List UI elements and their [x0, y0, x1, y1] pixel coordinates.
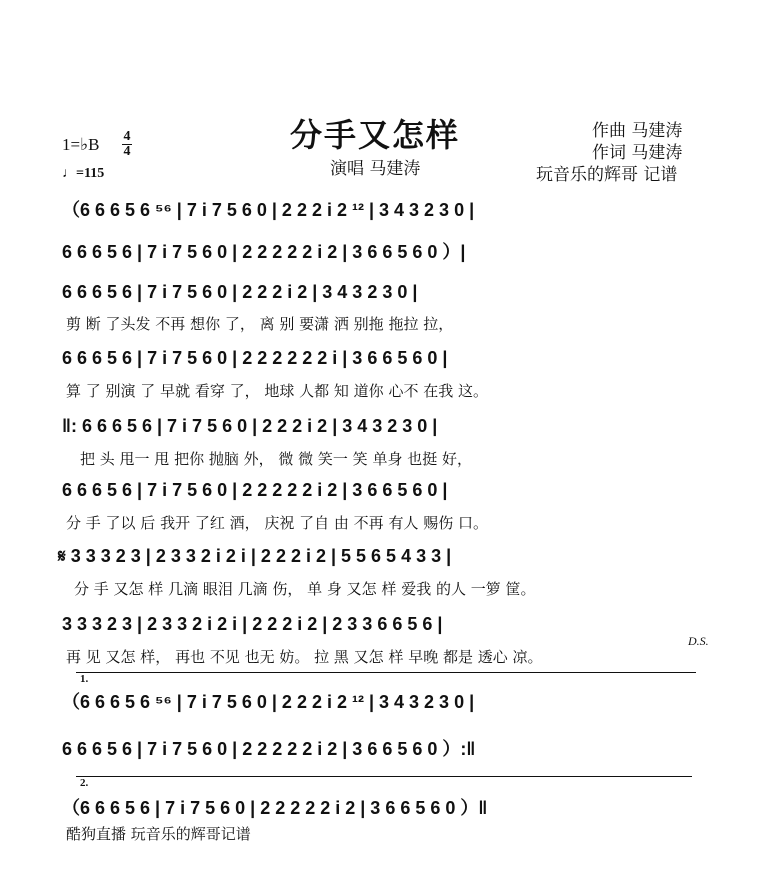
song-title: 分手又怎样	[290, 116, 461, 154]
key-signature: 1=♭B	[62, 135, 100, 154]
lyric-row-6: 分 手 了以 后 我开 了红 酒， 庆祝 了自 由 不再 有人 赐伤 口。	[66, 514, 488, 532]
lyric-row-4: 算 了 别演 了 早就 看穿 了， 地球 人都 知 道你 心不 在我 这。	[66, 382, 488, 400]
lyric-row-7: 分 手 又怎 样 几滴 眼泪 几滴 伤， 单 身 又怎 样 爱我 的人 一箩 筐。	[74, 580, 536, 598]
volta-1-line	[76, 672, 696, 673]
notation-row-9: （6 6 6 5 6 ⁵⁶ | 7 i 7 5 6 0 | 2 2 2 i 2 ¹² | 3 4 3 2 3 0 |	[62, 692, 475, 712]
notation-row-1: （6 6 6 5 6 ⁵⁶ | 7 i 7 5 6 0 | 2 2 2 i 2 ¹² | 3 4 3 2 3 0 |	[62, 200, 475, 220]
notation-row-7: 𝄋 3 3 3 2 3 | 2 3 3 2 i 2 i | 2 2 2 i 2 | 5 5 6 5 4 3 3 |	[58, 546, 452, 566]
notation-row-6: 6 6 6 5 6 | 7 i 7 5 6 0 | 2 2 2 2 2 i 2 | 3 6 6 5 6 0 |	[62, 480, 448, 500]
footer-credit: 酷狗直播 玩音乐的辉哥记谱	[66, 825, 251, 843]
transcriber-credit: 玩音乐的辉哥 记谱	[536, 165, 678, 185]
singer-credit: 演唱 马建涛	[330, 159, 421, 179]
lyricist-credit: 作词 马建涛	[592, 143, 683, 163]
notation-row-5: ‖: 6 6 6 5 6 | 7 i 7 5 6 0 | 2 2 2 i 2 | 3 4 3 2 3 0 |	[62, 416, 438, 436]
volta-2-line	[76, 776, 692, 777]
composer-credit: 作曲 马建涛	[592, 121, 683, 141]
volta-2-label: 2.	[80, 777, 89, 789]
notation-row-2: 6 6 6 5 6 | 7 i 7 5 6 0 | 2 2 2 2 2 i 2 | 3 6 6 5 6 0 ）|	[62, 242, 466, 262]
time-signature: 4 4	[123, 129, 131, 159]
ds-mark: D.S.	[688, 634, 709, 648]
volta-1-label: 1.	[80, 673, 89, 685]
lyric-row-8: 再 见 又怎 样， 再也 不见 也无 妨。 拉 黑 又怎 样 早晚 都是 透心 凉。	[66, 648, 543, 666]
tempo-mark: ♩=115	[62, 166, 105, 181]
notation-row-10: 6 6 6 5 6 | 7 i 7 5 6 0 | 2 2 2 2 2 i 2 | 3 6 6 5 6 0 ）:‖	[62, 739, 476, 759]
notation-row-4: 6 6 6 5 6 | 7 i 7 5 6 0 | 2 2 2 2 2 2 i | 3 6 6 5 6 0 |	[62, 348, 448, 368]
notation-row-8: 3 3 3 2 3 | 2 3 3 2 i 2 i | 2 2 2 i 2 | 2 3 3 6 6 5 6 |	[62, 614, 443, 634]
lyric-row-5: 把 头 甩一 甩 把你 抛脑 外， 微 微 笑一 笑 单身 也挺 好，	[80, 450, 472, 468]
notation-row-11: （6 6 6 5 6 | 7 i 7 5 6 0 | 2 2 2 2 2 i 2 | 3 6 6 5 6 0 ）‖	[62, 798, 488, 818]
notation-row-3: 6 6 6 5 6 | 7 i 7 5 6 0 | 2 2 2 i 2 | 3 4 3 2 3 0 |	[62, 282, 418, 302]
lyric-row-3: 剪 断 了头发 不再 想你 了， 离 别 要潇 洒 别拖 拖拉 拉，	[66, 315, 454, 333]
